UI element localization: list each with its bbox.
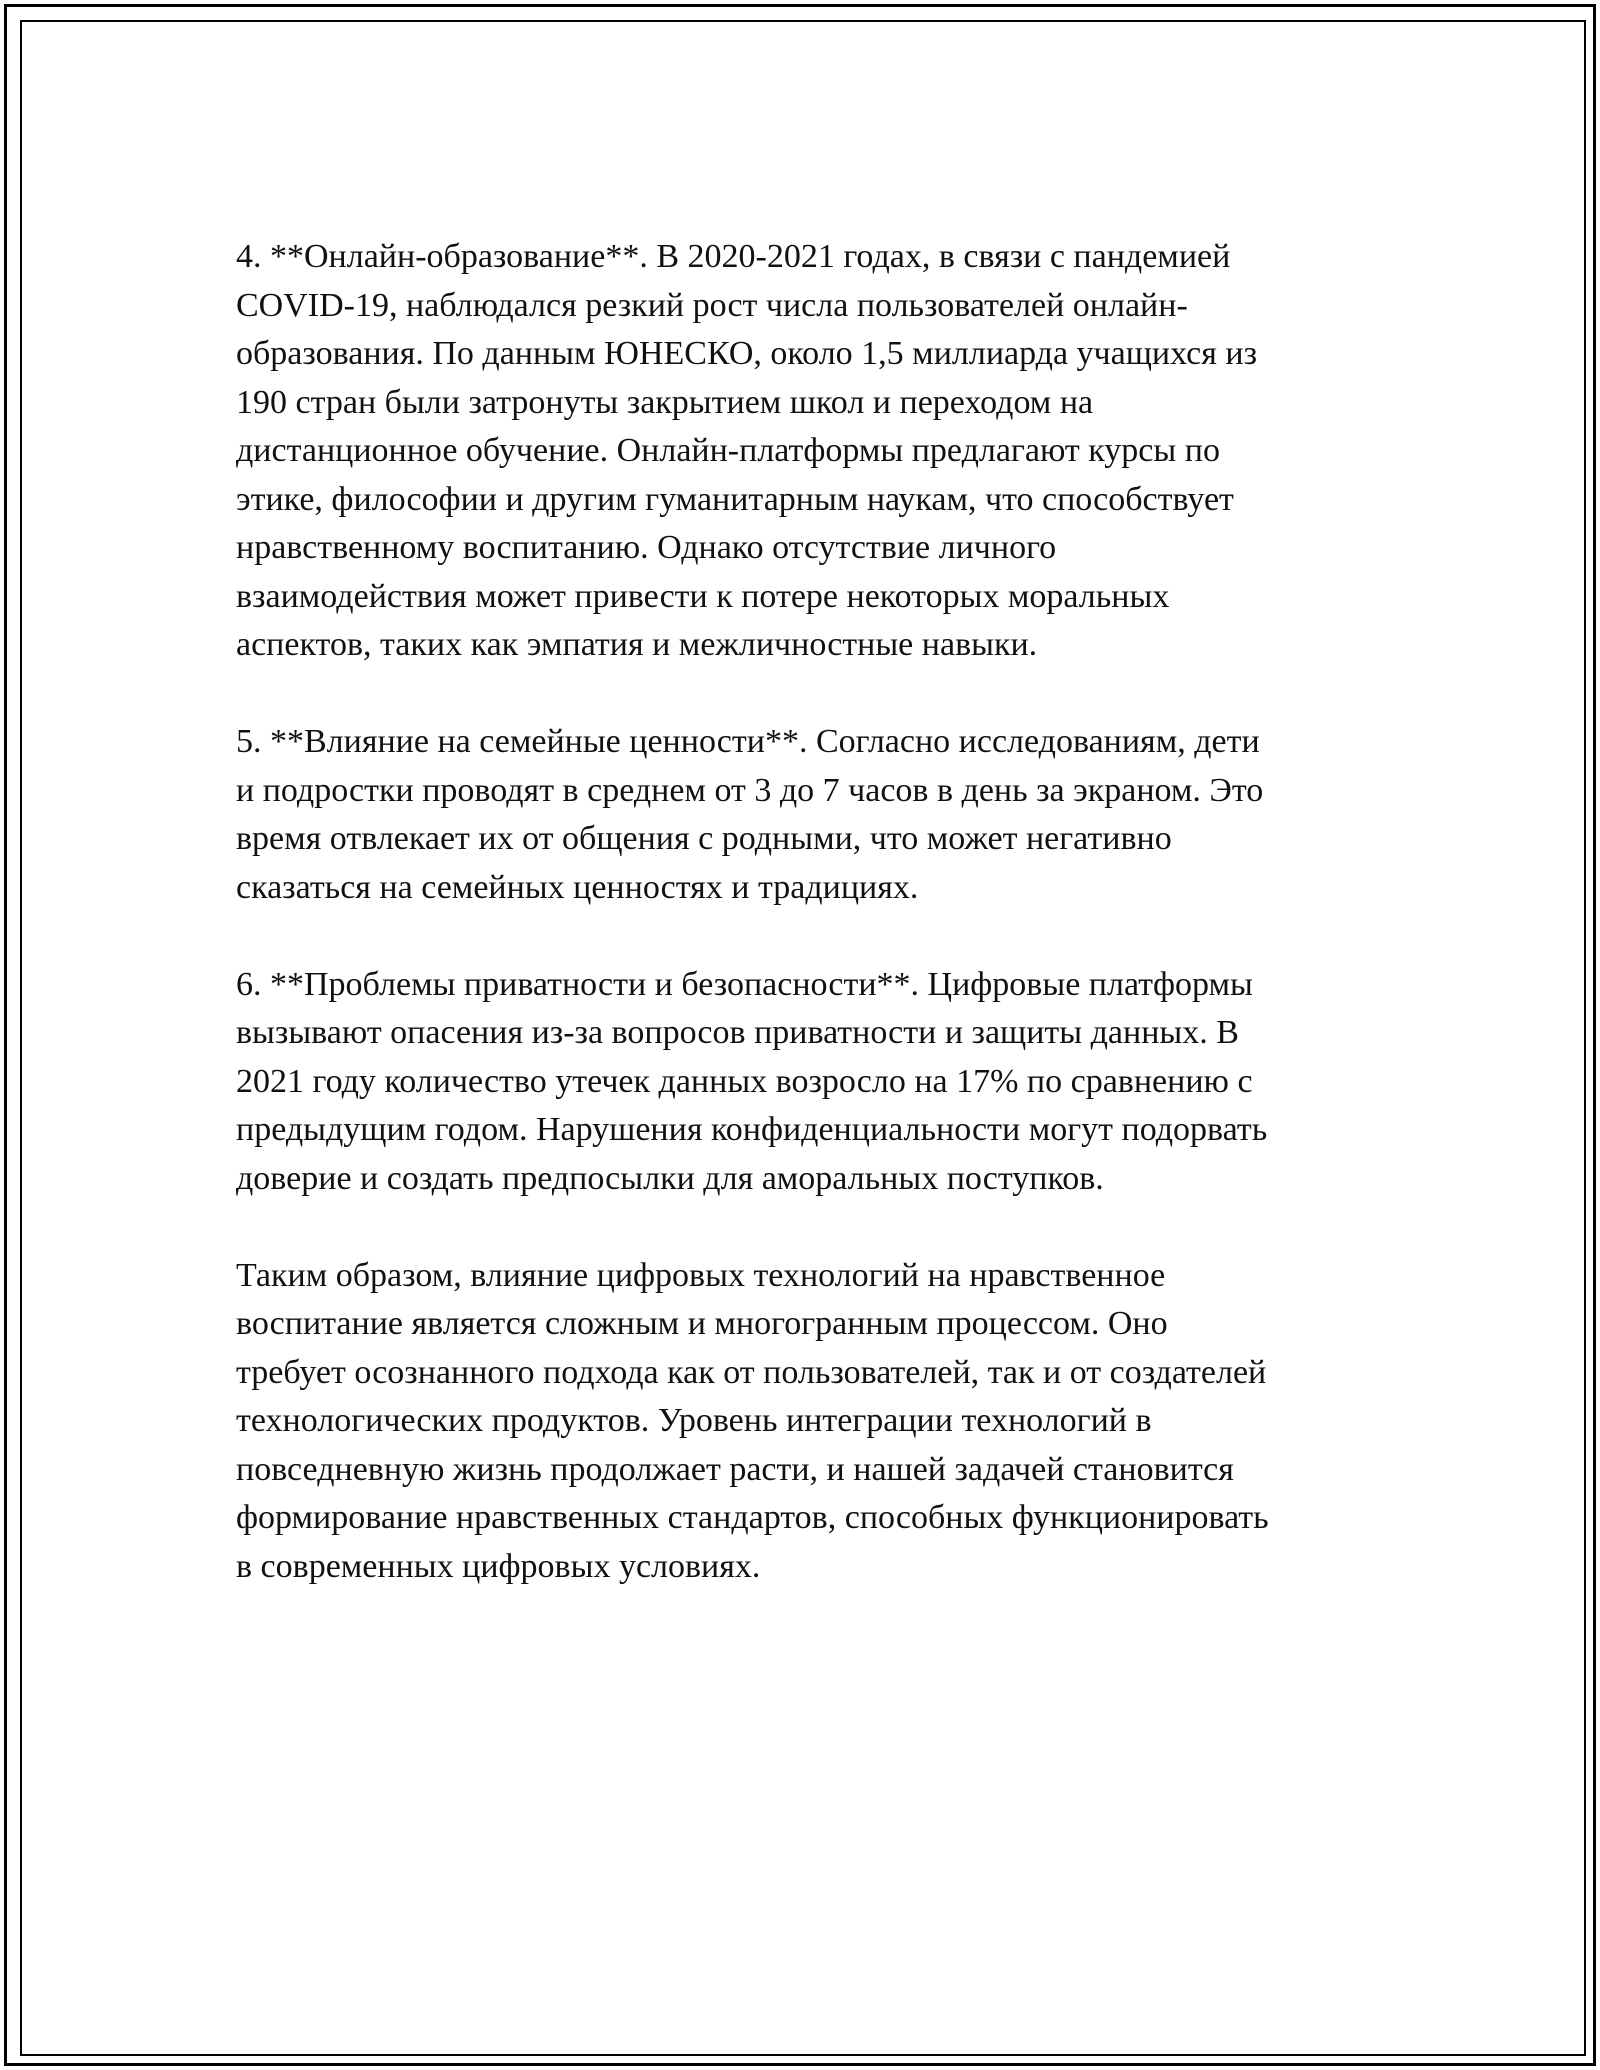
paragraph-conclusion: Таким образом, влияние цифровых технологий на нравственное воспитание является сложным и многогранным процессом. Оно требует осознанного подхода как от пользователей, так и от создателей технологических продуктов. Уровень интеграции технологий в повседневную жизнь продолжает расти, и нашей задачей становится формирование нравственных стандартов, способных функционировать в современных цифровых условиях. bbox=[236, 1256, 1269, 1585]
document-body bbox=[236, 233, 1366, 1591]
paragraph-online-education: 4. **Онлайн-образование**. В 2020-2021 годах, в связи с пандемией COVID-19, наблюдался резкий рост числа пользователей онлайн- образования. По данным ЮНЕСКО, около 1,5 миллиарда учащихся из 190 стран были затронуты закрытием школ и переходом на дистанционное обучение. Онлайн-платформы предлагают курсы по этике, философии и другим гуманитарным наукам, что способствует нравственному воспитанию. Однако отсутствие личного взаимодействия может привести к потере некоторых моральных аспектов, таких как эмпатия и межличностные навыки. bbox=[236, 238, 1257, 663]
paragraph-privacy-security: 6. **Проблемы приватности и безопасности**. Цифровые платформы вызывают опасения из-за вопросов приватности и защиты данных. В 2021 году количество утечек данных возросло на 17% по сравнению с предыдущим годом. Нарушения конфиденциальности могут подорвать доверие и создать предпосылки для аморальных поступков. bbox=[236, 965, 1268, 1197]
paragraph-family-values: 5. **Влияние на семейные ценности**. Согласно исследованиям, дети и подростки проводят в среднем от 3 до 7 часов в день за экраном. Это время отвлекает их от общения с родными, что может негативно сказаться на семейных ценностях и традициях. bbox=[236, 723, 1264, 906]
